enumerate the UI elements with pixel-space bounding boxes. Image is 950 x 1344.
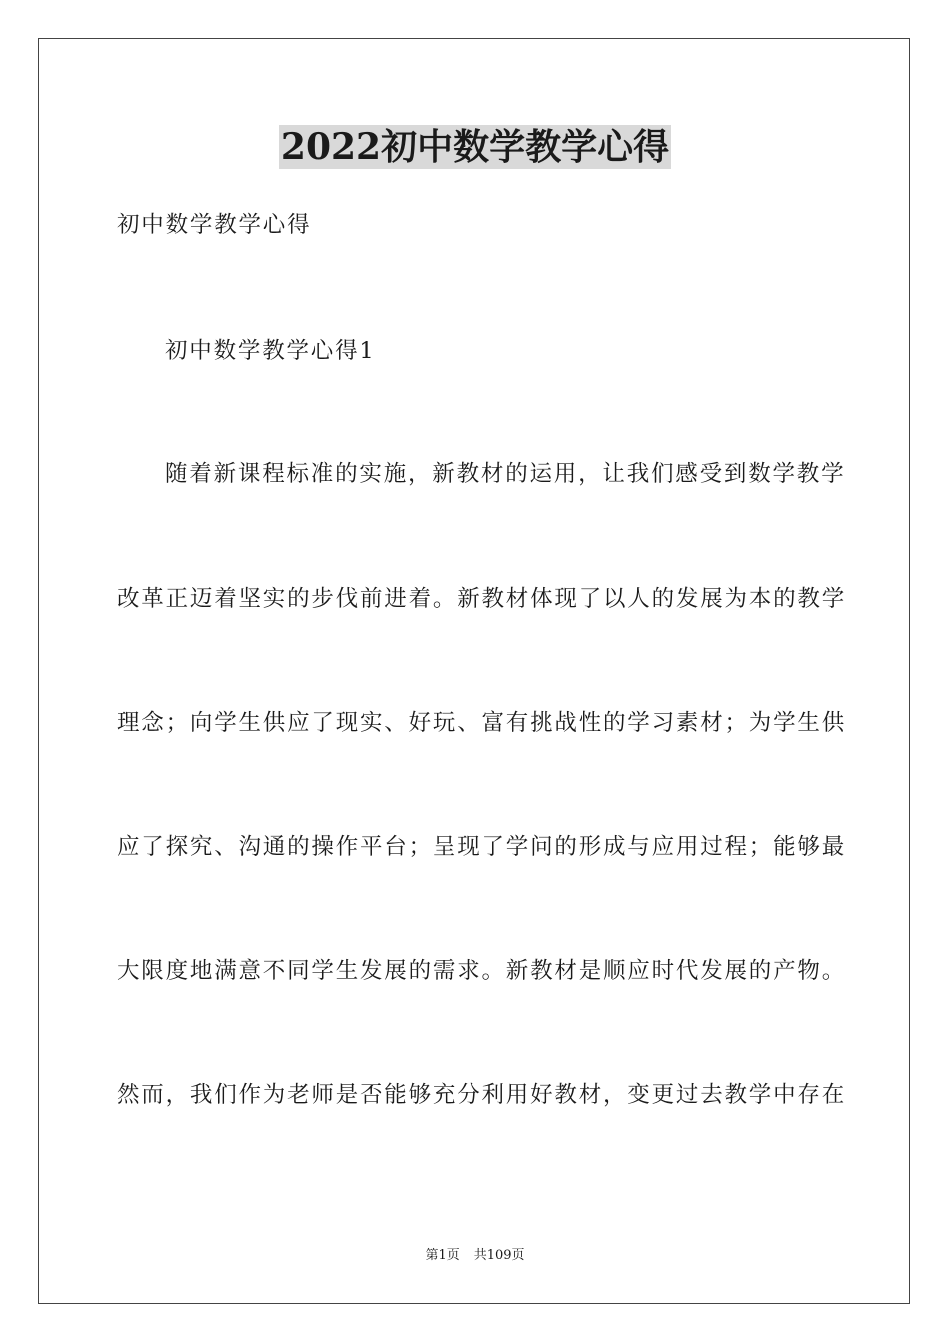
paragraph-line: 应了探究、沟通的操作平台；呈现了学问的形成与应用过程；能够最: [117, 834, 847, 860]
page-number: 第1页: [425, 1248, 460, 1263]
document-subtitle: 初中数学教学心得: [117, 212, 312, 238]
page-footer: [0, 1247, 950, 1265]
paragraph-line: 改革正迈着坚实的步伐前进着。新教材体现了以人的发展为本的教学: [117, 586, 847, 612]
page-total: 共109页: [473, 1248, 525, 1263]
paragraph-line: 理念；向学生供应了现实、好玩、富有挑战性的学习素材；为学生供: [117, 710, 847, 736]
document-title-text: 2022初中数学教学心得: [280, 126, 670, 168]
paragraph-line: 随着新课程标准的实施，新教材的运用，让我们感受到数学教学: [165, 461, 846, 487]
paragraph-line: 大限度地满意不同学生发展的需求。新教材是顺应时代发展的产物。: [117, 958, 847, 984]
paragraph-line: 然而，我们作为老师是否能够充分利用好教材，变更过去教学中存在: [117, 1082, 847, 1108]
section-heading: 初中数学教学心得1: [165, 338, 376, 364]
document-title: [0, 125, 950, 169]
